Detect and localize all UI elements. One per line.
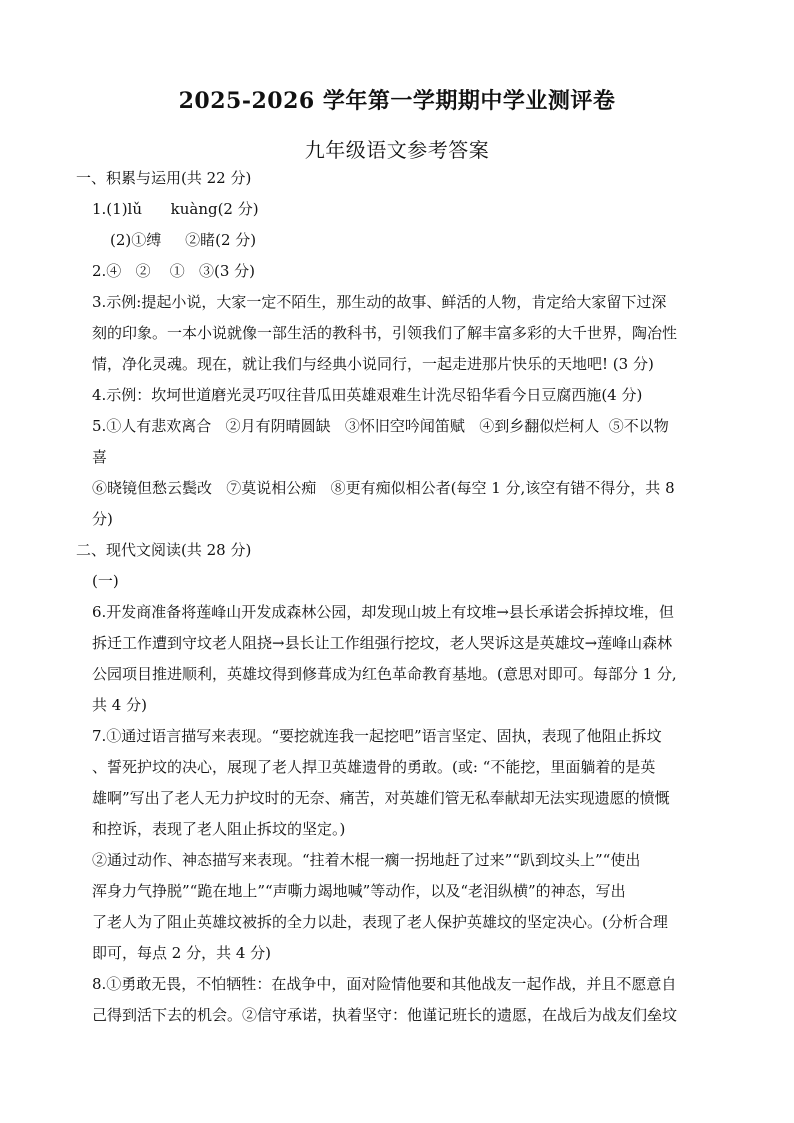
section-heading: 二、现代文阅读(共 28 分) <box>76 541 252 559</box>
answer-line: 6.开发商准备将莲峰山开发成森林公园，却发现山坡上有坟堆→县长承诺会拆掉坟堆，但 <box>92 603 674 621</box>
answer-line: (2)①缚 ②睹(2 分) <box>110 231 257 249</box>
answer-line: 公园项目推进顺利，英雄坟得到修葺成为红色革命教育基地。(意思对即可。每部分 1 分, <box>92 665 677 683</box>
answer-line: 共 4 分) <box>92 696 147 714</box>
answer-line: 了老人为了阻止英雄坟被拆的全力以赴，表现了老人保护英雄坟的坚定决心。(分析合理 <box>92 913 668 931</box>
answer-line: ⑥晓镜但愁云鬓改 ⑦莫说相公痴 ⑧更有痴似相公者(每空 1 分,该空有错不得分，共 8 <box>92 479 675 497</box>
answer-line: 7.①通过语言描写来表现。“要挖就连我一起挖吧”语言坚定、固执，表现了他阻止拆坟 <box>92 727 662 745</box>
answer-line: 浑身力气挣脱”“跪在地上”“声嘶力竭地喊”等动作，以及“老泪纵横”的神态，写出 <box>92 882 626 900</box>
answer-line: 8.①勇敢无畏，不怕牺牲：在战争中，面对险情他要和其他战友一起作战，并且不愿意自 <box>92 975 677 993</box>
answer-line: 刻的印象。一本小说就像一部生活的教科书，引领我们了解丰富多彩的大千世界，陶冶性 <box>92 324 678 342</box>
answer-line: 喜 <box>92 448 108 466</box>
answer-line: 和控诉，表现了老人阻止拆坟的坚定。) <box>92 820 346 838</box>
section-heading: 一、积累与运用(共 22 分) <box>76 169 252 187</box>
answer-line: ②通过动作、神态描写来表现。“拄着木棍一瘸一拐地赶了过来”“趴到坟头上”“使出 <box>92 851 641 869</box>
answer-line: 分) <box>92 510 113 528</box>
answer-line: 即可，每点 2 分，共 4 分) <box>92 944 272 962</box>
document-subtitle: 九年级语文参考答案 <box>304 138 490 162</box>
answer-line: 2.④ ② ① ③(3 分) <box>92 262 256 280</box>
answer-line: 拆迁工作遭到守坟老人阻挠→县长让工作组强行挖坟，老人哭诉这是英雄坟→莲峰山森林 <box>92 634 673 652</box>
answer-line: 1.(1)lǔ kuàng(2 分) <box>92 200 259 218</box>
subsection-heading: (一) <box>92 572 119 590</box>
answer-line: 、誓死护坟的决心，展现了老人捍卫英雄遗骨的勇敢。(或: “不能挖，里面躺着的是英 <box>92 758 656 776</box>
answer-line: 己得到活下去的机会。②信守承诺，执着坚守：他谨记班长的遗愿，在战后为战友们垒坟 <box>92 1006 678 1024</box>
answer-line: 雄啊”写出了老人无力护坟时的无奈、痛苦，对英雄们管无私奉献却无法实现遗愿的愤慨 <box>92 789 670 807</box>
answer-line: 情，净化灵魂。现在，就让我们与经典小说同行，一起走进那片快乐的天地吧! (3 分) <box>92 355 654 373</box>
document-title: 2025-2026 学年第一学期期中学业测评卷 <box>178 88 616 114</box>
answer-line: 3.示例:提起小说，大家一定不陌生，那生动的故事、鲜活的人物，肯定给大家留下过深 <box>92 293 667 311</box>
answer-line: 5.①人有悲欢离合 ②月有阴晴圆缺 ③怀旧空吟闻笛赋 ④到乡翻似烂柯人 ⑤不以物 <box>92 417 669 435</box>
answer-line: 4.示例：坎坷世道磨光灵巧叹往昔瓜田英雄艰难生计洗尽铅华看今日豆腐西施(4 分) <box>92 386 643 404</box>
